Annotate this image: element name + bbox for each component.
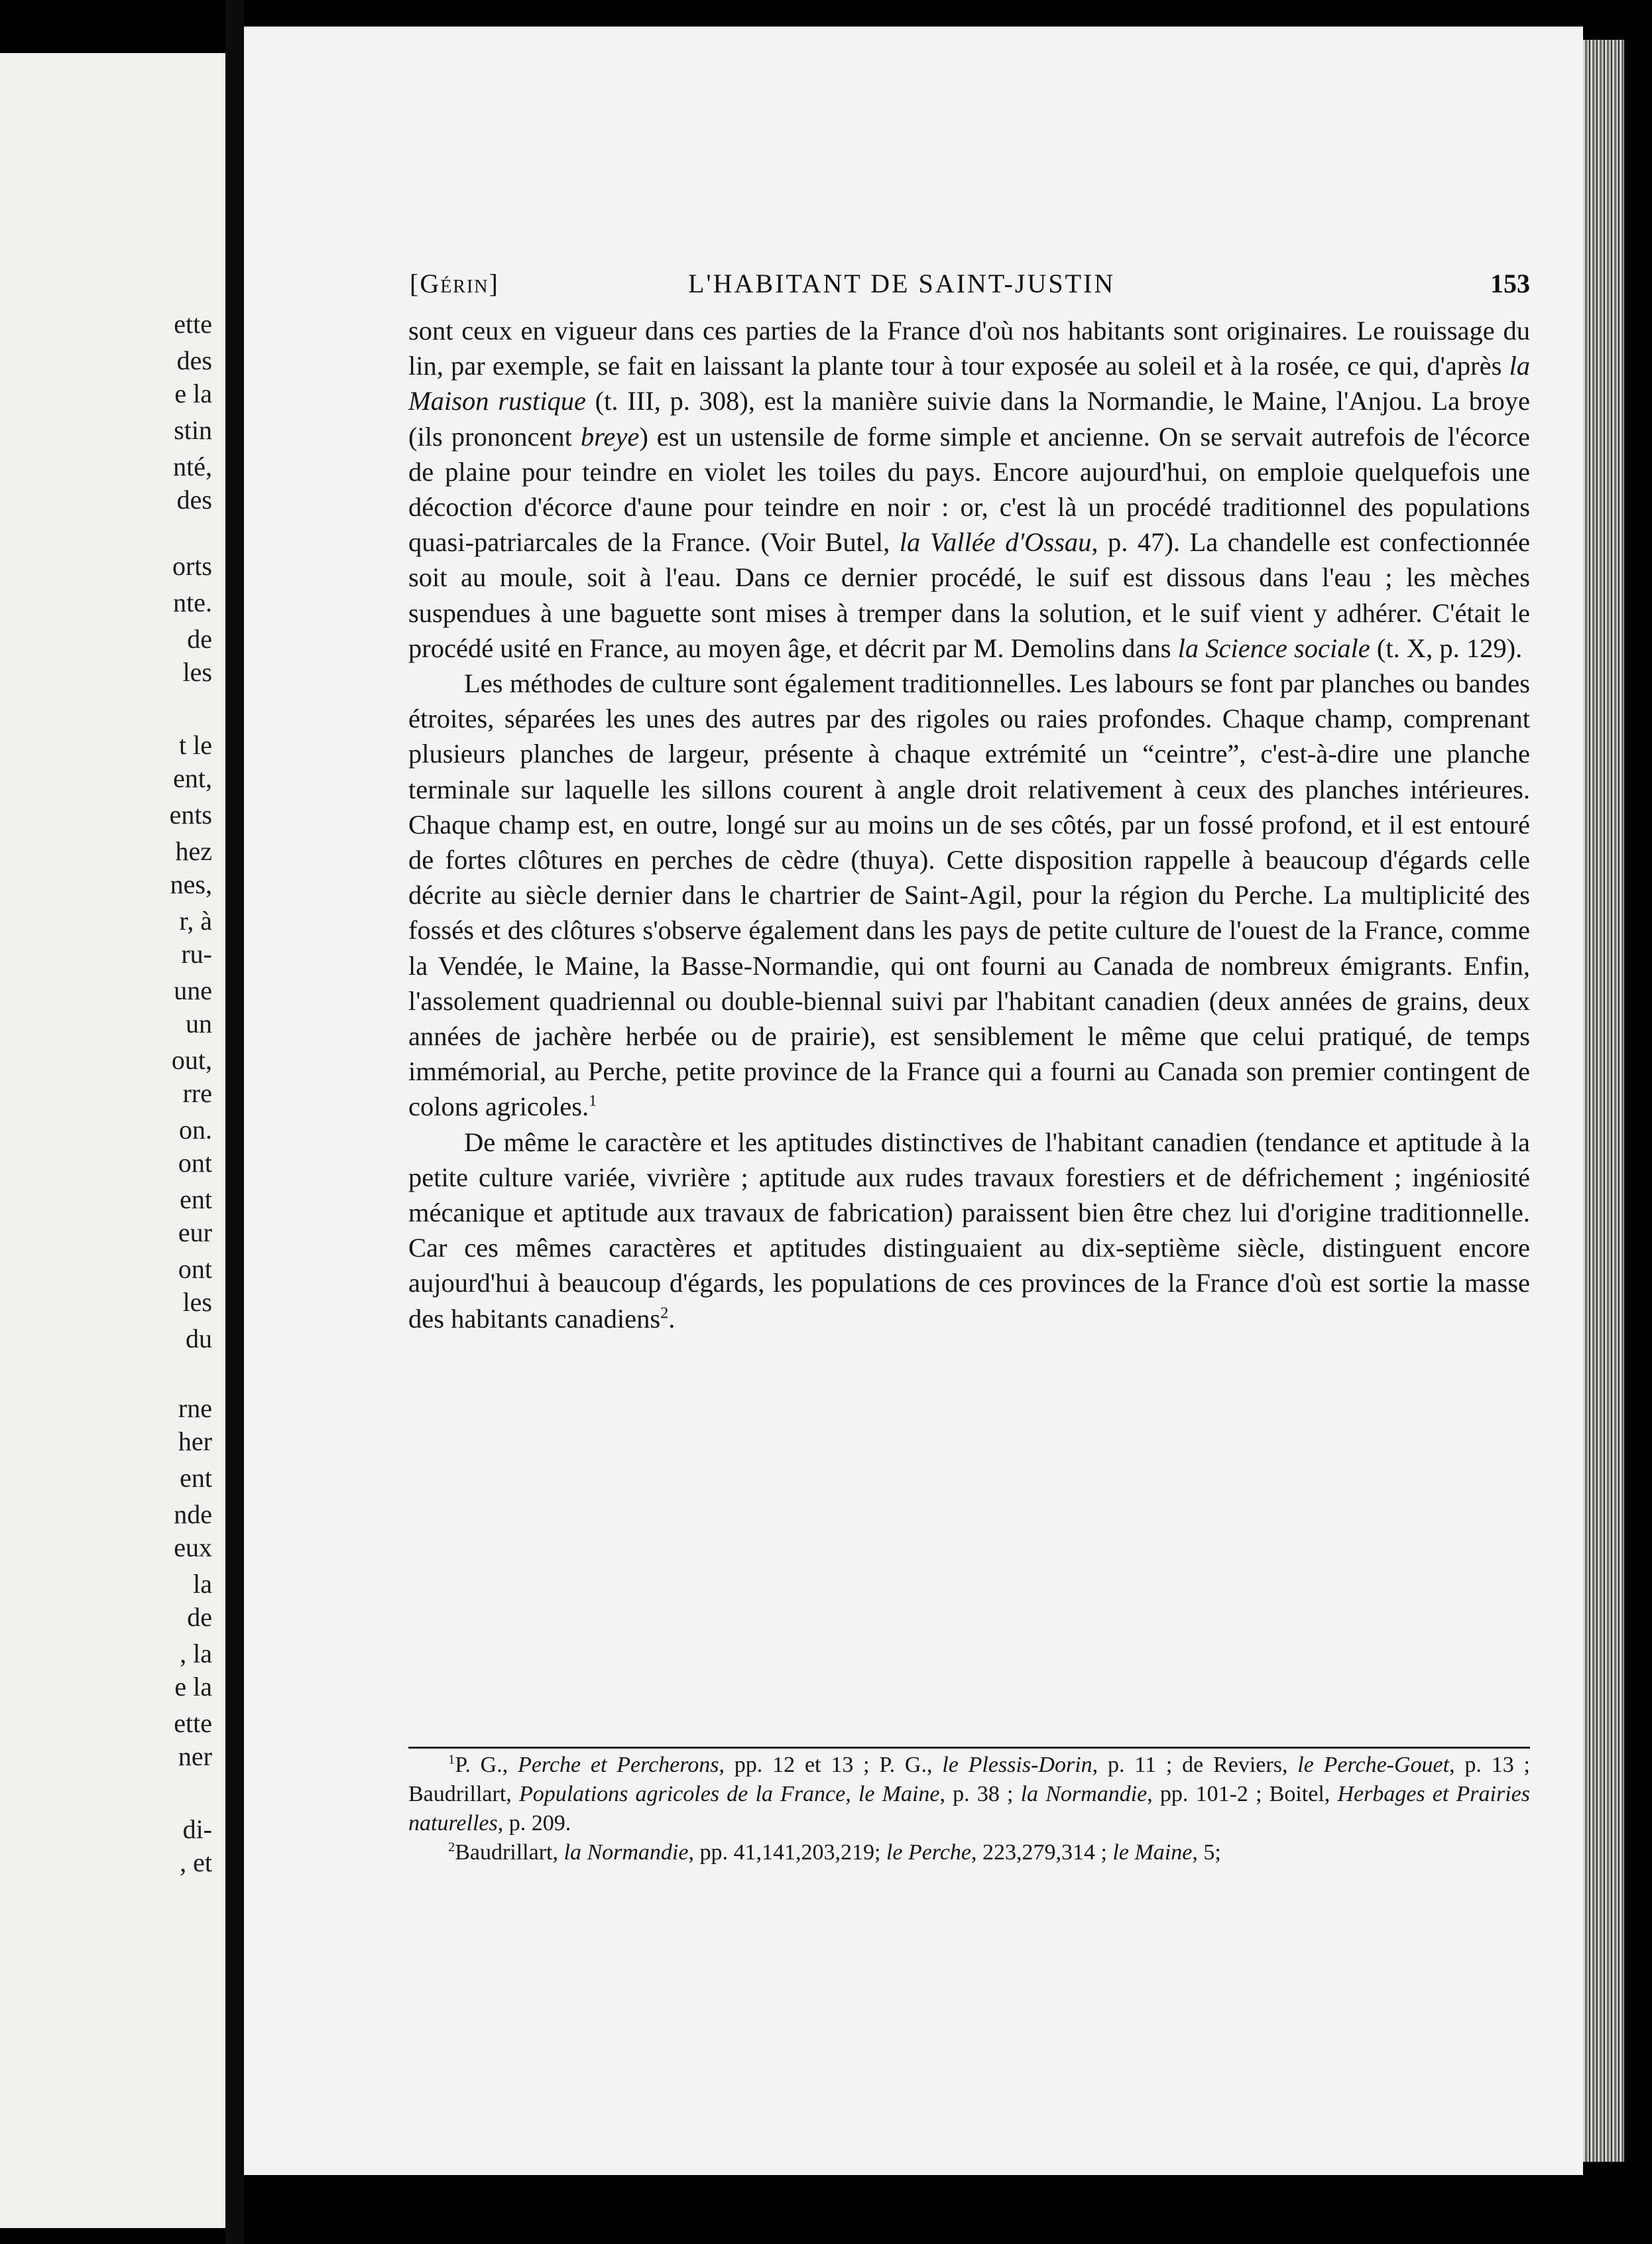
facing-page-fragment: du — [186, 1324, 212, 1353]
facing-page-fragment: la — [193, 1569, 212, 1599]
facing-page-fragment: de — [187, 624, 212, 654]
facing-page-fragment: nté, — [173, 452, 212, 481]
page-edges — [1583, 40, 1624, 2162]
author-tag: [Gérin] — [410, 269, 499, 298]
facing-page-fragment: di- — [182, 1814, 212, 1844]
paragraph-3: De même le caractère et les aptitudes distinctives de l'habitant canadien (tendance et aptitude à la petite culture variée, vivrière ; aptitude aux rudes travaux forestiers et de défrichement ; ingéniosité mécanique et aptitude aux travaux de fabrication) paraissent bien être chez lui d'origine traditionnelle. Car ces mêmes caractères et aptitudes distinguaient au dix-septième siècle, distinguent encore aujourd'hui à beaucoup d'égards, les populations de ces provinces de la France d'où est sortie la masse des habitants canadiens$^2$. — [408, 1127, 1530, 1334]
footnote-ref-2: 2 — [660, 1304, 669, 1322]
facing-page-fragment: , et — [180, 1847, 212, 1877]
facing-page-fragment: eux — [174, 1532, 212, 1562]
paragraph-2: Les méthodes de culture sont également traditionnelles. Les labours se font par planches ou bandes étroites, séparées les unes des autres par des rigoles ou raies profondes. Chaque champ, comprenant plusieurs planches de largeur, présente à chaque extrémité un “ceintre”, c'est-à-dire une planche terminale sur laquelle les sillons courent à angle droit relativement à ceux des planches intérieures. Chaque champ est, en outre, longé sur au moins un de ses côtés, par un fossé profond, et il est entouré de fortes clôtures en perches de cèdre (thuya). Cette disposition rappelle à beaucoup d'égards celle décrite au siècle dernier dans le chartrier de Saint-Agil, pour la région du Perche. La multiplicité des fossés et des clôtures s'observe également dans les pays de petite culture de l'ouest de la France, comme la Vendée, le Maine, la Basse-Normandie, qui ont fourni au Canada de nombreux émigrants. Enfin, l'assolement quadriennal ou double-biennal suivi par l'habitant canadien (deux années de grains, deux années de jachère herbée ou de prairie), est sensiblement le même que celui pratiqué, de temps immémorial, au Perche, petite province de la France qui a fourni au Canada son premier contingent de colons agricoles.$^1$ — [408, 668, 1530, 1122]
facing-page-fragment: out, — [171, 1045, 212, 1075]
footnote-2: $^2$Baudrillart, la Normandie, pp. 41,141,203,219; le Perche, 223,279,314 ; le Maine, 5; — [448, 1839, 1221, 1865]
facing-page-fragment: ont — [178, 1254, 212, 1284]
facing-page-fragment: ent, — [173, 763, 212, 793]
facing-page-fragment: des — [176, 485, 212, 515]
running-title: L'HABITANT DE SAINT-JUSTIN — [688, 269, 1116, 298]
facing-page-fragment: les — [182, 1287, 212, 1317]
facing-page-fragment: e la — [174, 1672, 212, 1702]
facing-page-fragment: de — [187, 1602, 212, 1632]
facing-page-fragment: eur — [178, 1217, 212, 1247]
footnote-1: $^1$P. G., Perche et Percherons, pp. 12 et 13 ; P. G., le Plessis-Dorin, p. 11 ; de Reviers, le Perche-Gouet, p. 13 ; Baudrillart, Populations agricoles de la France, le Maine, p. 38 ; la Normandie, pp. 101-2 ; Boitel, Herbages et Prairies naturelles, p. 209. — [408, 1752, 1531, 1836]
facing-page-fragment: t le — [179, 730, 212, 760]
facing-page-fragment: ette — [174, 309, 212, 339]
facing-page-fragment: ru- — [181, 939, 212, 969]
facing-page-fragment: un — [186, 1009, 212, 1038]
facing-page-fragment: rre — [182, 1078, 212, 1108]
book-page — [244, 27, 1583, 2175]
facing-page-fragment: stin — [174, 415, 212, 445]
facing-page-fragment: ont — [178, 1148, 212, 1178]
footnotes — [408, 1751, 1530, 1867]
facing-page-fragment: e la — [174, 379, 212, 408]
footnote-ref-1: 1 — [589, 1091, 597, 1110]
facing-page-fragment: hez — [175, 836, 212, 866]
facing-page-fragment: ette — [174, 1708, 212, 1738]
paragraph-1: sont ceux en vigueur dans ces parties de la France d'où nos habitants sont originaires. Le rouissage du lin, par exemple, se fait en laissant la plante tour à tour exposée au soleil et à la rosée, ce qui, d'après la Maison rustique (t. III, p. 308), est la manière suivie dans la Normandie, le Maine, l'Anjou. La broye (ils prononcent breye) est un ustensile de forme simple et ancienne. On se servait autrefois de l'écorce de plaine pour teindre en violet les toiles du pays. Encore aujourd'hui, on emploie quelquefois une décoction d'écorce d'aune pour teindre en noir : or, c'est là un procédé traditionnel des populations quasi-patriarcales de la France. (Voir Butel, la Vallée d'Ossau, p. 47). La chandelle est confectionnée soit au moule, soit à l'eau. Dans ce dernier procédé, le suif est dissous dans l'eau ; les mèches suspendues à une baguette sont mises à tremper dans la solution, et le suif vient y adhérer. C'était le procédé usité en France, au moyen âge, et décrit par M. Demolins dans la Science sociale (t. X, p. 129). — [408, 316, 1531, 663]
facing-page-fragment: ner — [178, 1741, 212, 1771]
facing-page-fragment: nde — [174, 1499, 212, 1529]
facing-page-fragment: les — [182, 657, 212, 687]
footnote-rule — [408, 1747, 1530, 1749]
facing-page-fragment: ent — [180, 1463, 212, 1493]
facing-page-fragment: her — [178, 1426, 212, 1456]
facing-page-fragment: nte. — [173, 588, 212, 617]
facing-page-fragment: orts — [172, 551, 212, 581]
facing-page-fragment: ent — [180, 1184, 212, 1214]
facing-page-fragment: r, à — [179, 906, 212, 936]
facing-page-fragment: des — [176, 345, 212, 375]
facing-page-fragment: nes, — [170, 869, 212, 899]
facing-page-fragment: une — [174, 975, 212, 1005]
facing-page-fragment: ents — [169, 800, 212, 830]
facing-page-fragment: on. — [179, 1115, 212, 1145]
book-gutter — [225, 0, 244, 2244]
running-head — [410, 268, 1530, 308]
body-text — [408, 313, 1530, 1336]
page-number: 153 — [1490, 269, 1530, 298]
facing-page-fragment: rne — [178, 1393, 212, 1423]
facing-page — [0, 53, 225, 2228]
facing-page-fragment: , la — [180, 1639, 212, 1668]
